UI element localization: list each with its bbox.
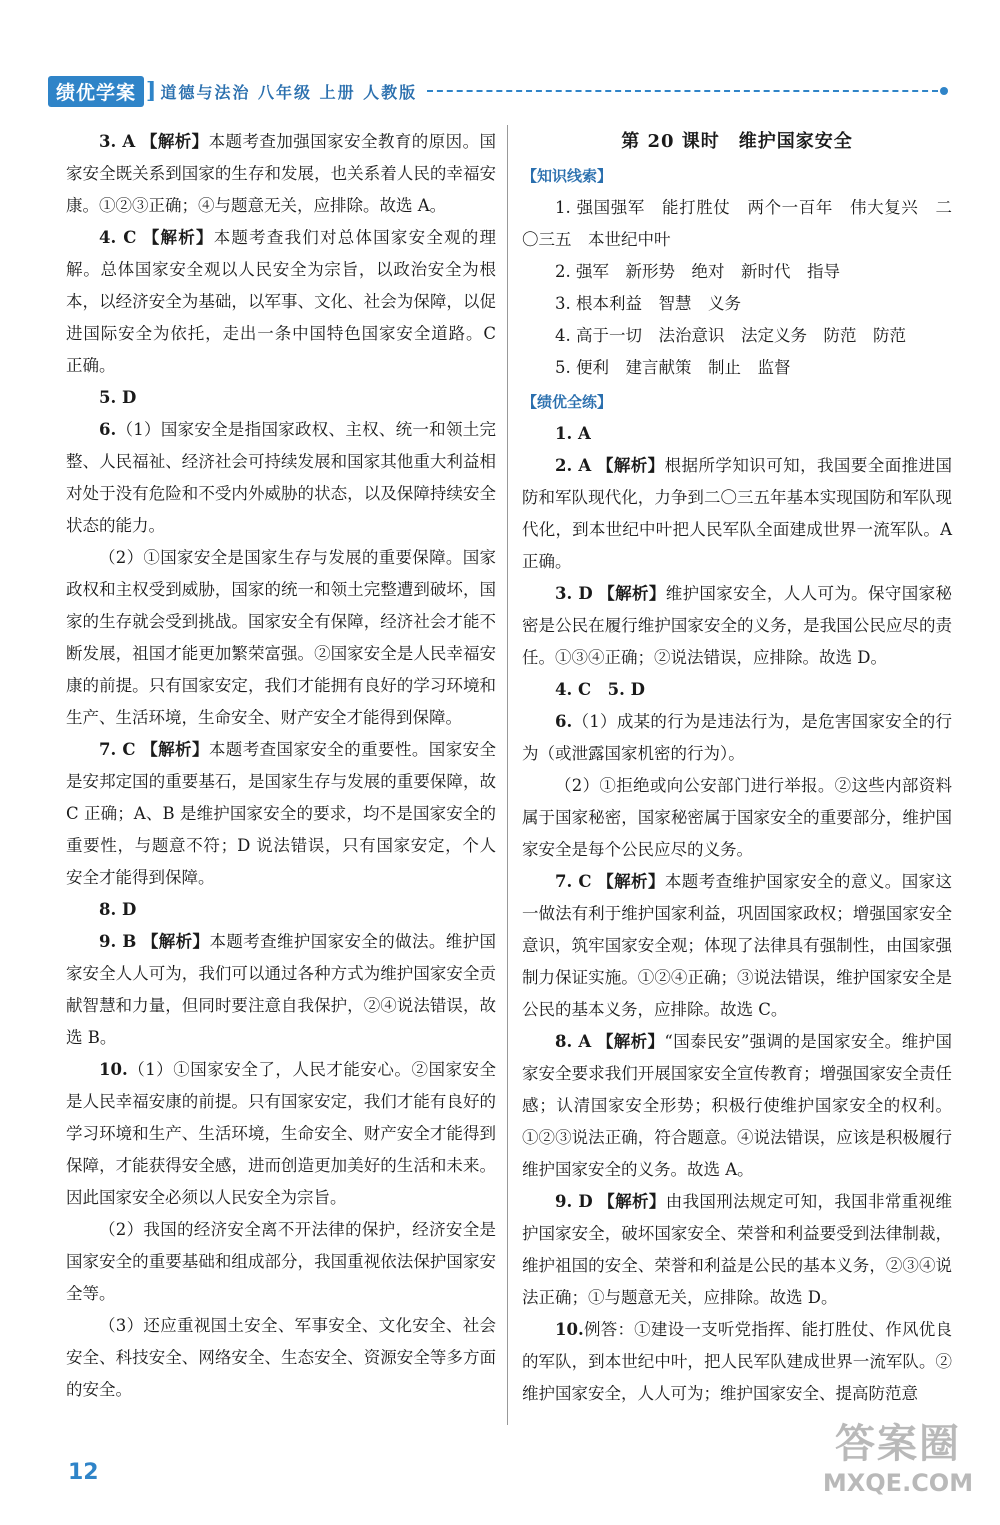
page-number: 12 bbox=[68, 1460, 99, 1485]
watermark bbox=[818, 1420, 978, 1498]
logo-bracket-icon: ] bbox=[146, 78, 157, 104]
left-column bbox=[66, 126, 496, 1406]
answer-number: 6. bbox=[555, 712, 573, 731]
answer-number: 6. bbox=[99, 420, 117, 439]
section-practice-heading: 【绩优全练】 bbox=[522, 393, 613, 411]
analysis-tag: 【解析】 bbox=[596, 456, 665, 475]
answer-text: 本题考查我们对总体国家安全观的理解。总体国家安全观以人民安全为宗旨，以政治安全为根本，以经济安全为基础，以军事、文化、社会为保障，以促进国际安全为依托，走出一条中国特色国家安全道路。C 正确。 bbox=[66, 228, 497, 375]
lesson-title: 第 20 课时 维护国家安全 bbox=[621, 131, 853, 152]
answer-number: 2. A bbox=[555, 456, 592, 475]
answer-number: 10. bbox=[99, 1060, 128, 1079]
watermark-en: MXQE.COM bbox=[822, 1469, 974, 1497]
analysis-tag: 【解析】 bbox=[141, 740, 209, 759]
analysis-tag: 【解析】 bbox=[141, 932, 210, 951]
answer-text: “国泰民安”强调的是国家安全。维护国家安全要求我们开展国家安全宣传教育；增强国家安全责任感；认清国家安全形势；积极行使维护国家安全的权利。①②③说法正确，符合题意。④说法错误，应该是积极履行维护国家安全的义务。故选 A。 bbox=[522, 1032, 952, 1179]
answer-text: 维护国家安全，人人可为。保守国家秘密是公民在履行维护国家安全的义务，是我国公民应尽的责任。①③④正确；②说法错误，应排除。故选 D。 bbox=[522, 584, 952, 667]
answer-item bbox=[522, 418, 952, 450]
answer-number: 7. C bbox=[555, 872, 592, 891]
watermark-cn: 答案圈 bbox=[835, 1421, 961, 1467]
answer-number: 9. D bbox=[555, 1192, 593, 1211]
answer-text: 由我国刑法规定可知，我国非常重视维护国家安全，破坏国家安全、荣誉和利益要受到法律制裁，维护祖国的安全、荣誉和利益是公民的基本义务，②③④说法正确；①与题意无关，应排除。故选 D。 bbox=[522, 1192, 952, 1307]
answer-text: 本题考查国家安全的重要性。国家安全是安邦定国的重要基石，是国家生存与发展的重要保障，故 C 正确；A、B 是维护国家安全的要求，均不是国家安全的重要性，与题意不符；D 说法错误，只有国家安定，个人安全才能得到保障。 bbox=[66, 740, 497, 887]
answer-item bbox=[66, 542, 496, 734]
answer-item bbox=[66, 414, 496, 542]
knowledge-item: 5. 便利 建言献策 制止 监督 bbox=[555, 358, 791, 377]
book-logo: 绩优学案 bbox=[48, 76, 144, 107]
practice-answers bbox=[522, 418, 952, 1410]
answer-item bbox=[66, 1310, 496, 1406]
answer-text: 本题考查维护国家安全的意义。国家这一做法有利于维护国家利益，巩固国家政权；增强国家安全意识，筑牢国家安全观；体现了法律具有强制性，由国家强制力保证实施。①②④正确；③说法错误，维护国家安全是公民的基本义务，应排除。故选 C。 bbox=[522, 872, 953, 1019]
answer-item bbox=[522, 450, 952, 578]
answer-item bbox=[522, 578, 952, 674]
answer-item bbox=[522, 866, 952, 1026]
right-column bbox=[522, 126, 952, 1410]
answer-item bbox=[66, 926, 496, 1054]
answer-number: 3. A bbox=[99, 132, 136, 151]
header-dashed-rule bbox=[427, 90, 938, 92]
answer-number: 4. C bbox=[99, 228, 137, 247]
answer-item bbox=[66, 1214, 496, 1310]
knowledge-item: 3. 根本利益 智慧 义务 bbox=[555, 294, 741, 313]
answer-number: 10. bbox=[555, 1320, 584, 1339]
answer-number: 5. D bbox=[99, 388, 137, 407]
answer-item bbox=[522, 1314, 952, 1410]
analysis-tag: 【解析】 bbox=[142, 228, 214, 247]
answer-number: 4. C 5. D bbox=[555, 680, 645, 699]
answer-item bbox=[522, 1186, 952, 1314]
answer-number: 3. D bbox=[555, 584, 593, 603]
answer-text: （1）成某的行为是违法行为，是危害国家安全的行为（或泄露国家机密的行为）。 bbox=[522, 712, 952, 763]
answer-number: 1. A bbox=[555, 424, 591, 443]
answer-text: （2）①拒绝或向公安部门进行举报。②这些内部资料属于国家秘密，国家秘密属于国家安全的重要部分，维护国家安全是每个公民应尽的义务。 bbox=[522, 776, 952, 859]
analysis-tag: 【解析】 bbox=[597, 872, 665, 891]
knowledge-item: 4. 高于一切 法治意识 法定义务 防范 防范 bbox=[555, 326, 906, 345]
knowledge-list bbox=[522, 192, 952, 384]
answer-item bbox=[66, 894, 496, 926]
answer-item bbox=[522, 770, 952, 866]
answer-text: （2）①国家安全是国家生存与发展的重要保障。国家政权和主权受到威胁，国家的统一和领土完整遭到破坏，国家的生存就会受到挑战。国家安全有保障，经济社会才能不断发展，祖国才能更加繁荣富强。②国家安全是人民幸福安康的前提。只有国家安定，我们才能拥有良好的学习环境和生产、生活环境，生命安全、财产安全才能得到保障。 bbox=[66, 548, 496, 727]
section-knowledge-heading: 【知识线索】 bbox=[522, 167, 613, 185]
analysis-tag: 【解析】 bbox=[596, 1032, 665, 1051]
answer-item bbox=[66, 222, 496, 382]
answer-number: 7. C bbox=[99, 740, 136, 759]
analysis-tag: 【解析】 bbox=[140, 132, 209, 151]
knowledge-item: 1. 强国强军 能打胜仗 两个一百年 伟大复兴 二〇三五 本世纪中叶 bbox=[522, 198, 952, 249]
answer-text: 例答：①建设一支听党指挥、能打胜仗、作风优良的军队，到本世纪中叶，把人民军队建成世界一流军队。②维护国家安全，人人可为；维护国家安全、提高防范意 bbox=[522, 1320, 952, 1403]
answer-item bbox=[66, 382, 496, 414]
subject-title: 道德与法治 八年级 上册 人教版 bbox=[160, 82, 418, 102]
answer-text: （2）我国的经济安全离不开法律的保护，经济安全是国家安全的重要基础和组成部分，我国重视依法保护国家安全等。 bbox=[66, 1220, 496, 1303]
answer-item bbox=[522, 1026, 952, 1186]
header-dot-icon bbox=[940, 87, 948, 95]
answer-number: 9. B bbox=[99, 932, 137, 951]
answer-text: （1）①国家安全了，人民才能安心。②国家安全是人民幸福安康的前提。只有国家安定，我们才能有良好的学习环境和生产、生活环境，生命安全、财产安全才能得到保障，才能获得安全感，进而创造更加美好的生活和未来。因此国家安全必须以人民安全为宗旨。 bbox=[66, 1060, 496, 1207]
answer-item bbox=[522, 706, 952, 770]
column-divider bbox=[507, 125, 508, 1425]
knowledge-item: 2. 强军 新形势 绝对 新时代 指导 bbox=[555, 262, 840, 281]
answer-text: 本题考查维护国家安全的做法。维护国家安全人人可为，我们可以通过各种方式为维护国家安全贡献智慧和力量，但同时要注意自我保护，②④说法错误，故选 B。 bbox=[66, 932, 496, 1047]
answer-item bbox=[522, 674, 952, 706]
answer-text: 根据所学知识可知，我国要全面推进国防和军队现代化，力争到二〇三五年基本实现国防和军队现代化，到本世纪中叶把人民军队全面建成世界一流军队。A 正确。 bbox=[522, 456, 953, 571]
answer-item bbox=[66, 1054, 496, 1214]
answer-item bbox=[66, 126, 496, 222]
answer-text: （3）还应重视国土安全、军事安全、文化安全、社会安全、科技安全、网络安全、生态安全、资源安全等多方面的安全。 bbox=[66, 1316, 496, 1399]
answer-number: 8. D bbox=[99, 900, 137, 919]
answer-text: 本题考查加强国家安全教育的原因。国家安全既关系到国家的生存和发展，也关系着人民的幸福安康。①②③正确；④与题意无关，应排除。故选 A。 bbox=[66, 132, 497, 215]
page-header bbox=[48, 76, 948, 106]
analysis-tag: 【解析】 bbox=[598, 1192, 666, 1211]
answer-item bbox=[66, 734, 496, 894]
answer-number: 8. A bbox=[555, 1032, 592, 1051]
answer-text: （1）国家安全是指国家政权、主权、统一和领土完整、人民福祉、经济社会可持续发展和国家其他重大利益相对处于没有危险和不受内外威胁的状态，以及保障持续安全状态的能力。 bbox=[66, 420, 496, 535]
analysis-tag: 【解析】 bbox=[598, 584, 666, 603]
